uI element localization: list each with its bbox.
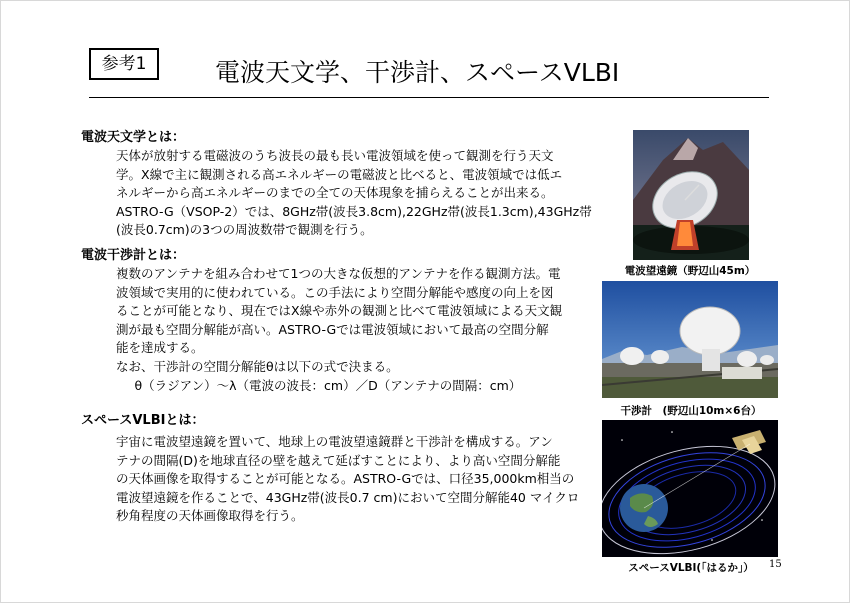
- body-line: ることが可能となり、現在ではX線や赤外の観測と比べて電波領域による天文観: [116, 303, 563, 319]
- body-line: (波長0.7cm)の3つの周波数帯で観測を行う。: [116, 222, 373, 238]
- body-line: 秒角程度の天体画像取得を行う。: [116, 508, 304, 524]
- interferometer-photo: [602, 281, 778, 398]
- formula-line: θ（ラジアン）～λ（電波の波長：cm）／D（アンテナの間隔：cm）: [122, 377, 522, 393]
- body-line: テナの間隔(D)を地球直径の壁を越えて延ばすことにより、より高い空間分解能: [116, 452, 561, 468]
- body-line: ネルギーから高エネルギーのまでの全ての天体現象を捕らえることが出来る。: [116, 185, 554, 201]
- section-heading-interferometer: 電波干渉計とは：: [81, 248, 186, 263]
- body-line: 能を達成する。: [116, 340, 204, 356]
- body-line: 電波望遠鏡を作ることで、43GHz帯(波長0.7 cm)において空間分解能40 マイクロ: [116, 489, 580, 505]
- caption-interferometer: 干渉計 (野辺山10m×6台）: [620, 405, 762, 417]
- body-line: なお、干渉計の空間分解能θは以下の式で決まる。: [116, 358, 399, 374]
- body-line: 天体が放射する電磁波のうち波長の最も長い電波領域を使って観測を行う天文: [116, 148, 554, 163]
- body-line: 宇宙に電波望遠鏡を置いて、地球上の電波望遠鏡群と干渉計を構成する。アン: [116, 434, 553, 449]
- body-line: の天体画像を取得することが可能となる。ASTRO-Gでは、口径35,000km相当の: [116, 471, 575, 487]
- reference-label: 参考1: [89, 48, 159, 80]
- title-divider: [89, 97, 769, 98]
- section-body-radio-astronomy: [116, 147, 592, 240]
- page-number: 15: [769, 559, 782, 570]
- body-line: 測が最も空間分解能が高い。ASTRO-Gでは電波領域において最高の空間分解: [116, 321, 549, 337]
- section-body-interferometer: [116, 265, 562, 395]
- radio-telescope-photo: [633, 130, 749, 260]
- section-heading-radio-astronomy: 電波天文学とは：: [81, 130, 186, 145]
- body-line: 学。X線で主に観測される高エネルギーの電磁波と比べると、電波領域では低エ: [116, 166, 563, 182]
- section-heading-space-vlbi: スペースVLBIとは：: [81, 413, 205, 428]
- space-vlbi-illustration: [602, 420, 778, 557]
- body-line: ASTRO-G（VSOP-2）では、8GHz帯(波長3.8cm),22GHz帯(波長1.3cm),43GHz帯: [116, 203, 592, 219]
- page-title: 電波天文学、干渉計、スペースVLBI: [215, 58, 620, 87]
- body-line: 波領域で実用的に使われている。この手法により空間分解能や感度の向上を図: [116, 284, 554, 300]
- body-line: 複数のアンテナを組み合わせて1つの大きな仮想的アンテナを作る観測方法。電: [116, 266, 561, 281]
- caption-radio-telescope: 電波望遠鏡（野辺山45m）: [624, 265, 756, 277]
- section-body-space-vlbi: [116, 433, 579, 526]
- caption-space-vlbi: スペースVLBI(「はるか」）: [628, 562, 754, 574]
